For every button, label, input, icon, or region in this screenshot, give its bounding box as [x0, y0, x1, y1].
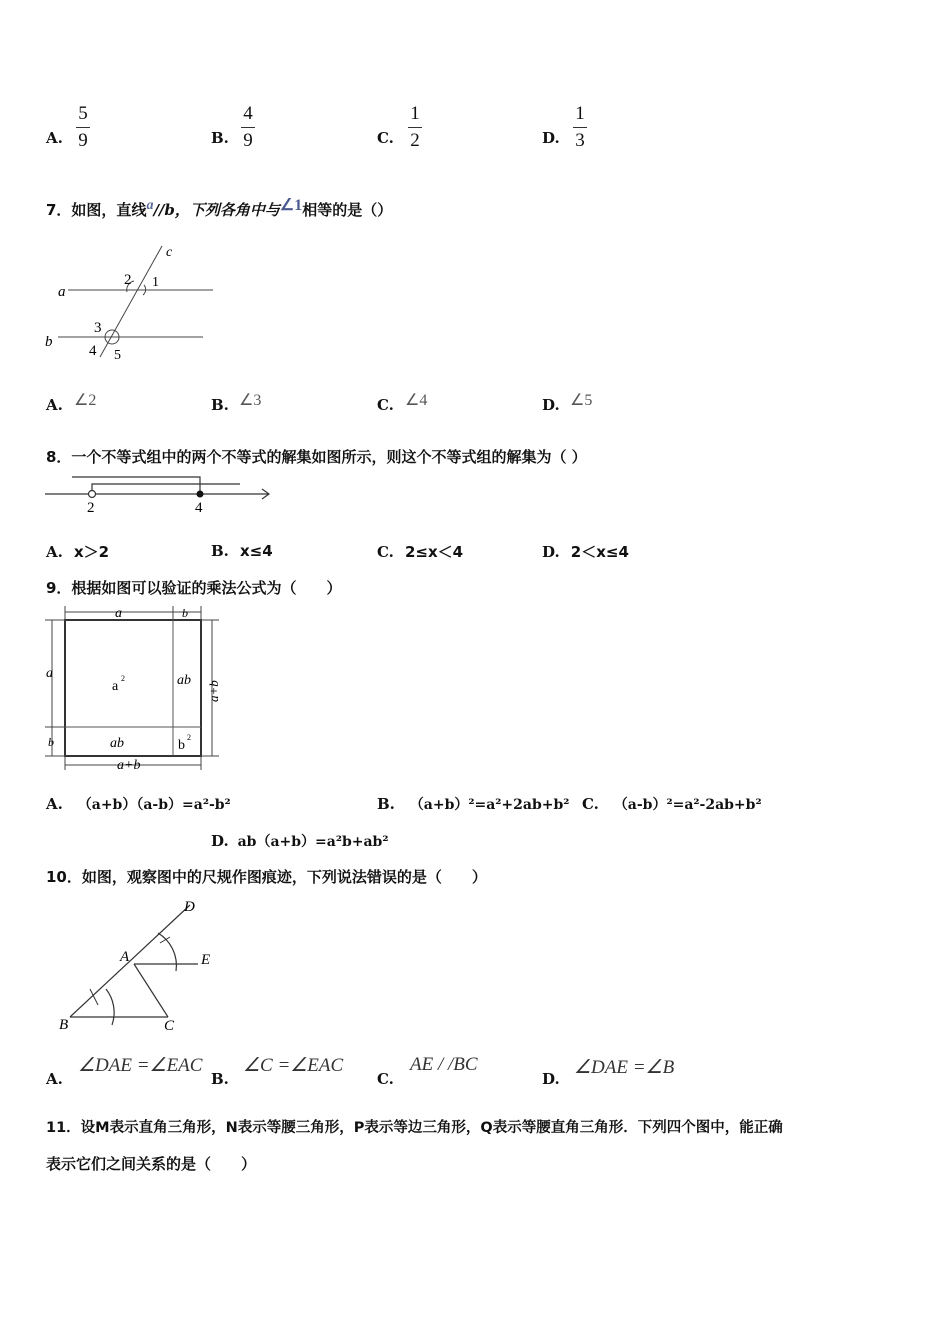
construction-arc: [106, 989, 114, 1025]
option-value: ∠DAE =∠B: [574, 1057, 675, 1078]
option-letter: D.: [542, 396, 560, 414]
q10-figure: [50, 893, 230, 1035]
label-b: b: [45, 334, 53, 350]
label-bottom: a+b: [117, 758, 141, 773]
label-D: D: [184, 899, 195, 915]
tick-2: 2: [87, 500, 95, 516]
option-letter: C.: [377, 129, 394, 147]
option-value: ∠DAE =∠EAC: [78, 1055, 203, 1076]
fraction: [573, 103, 587, 152]
fraction-bar: [76, 127, 90, 128]
numerator: 5: [78, 103, 88, 124]
denominator: 9: [243, 130, 253, 151]
label-A: A: [120, 949, 130, 965]
label-top-b: b: [182, 606, 188, 620]
fraction: [408, 103, 422, 152]
option-value: ab（a+b）=a²b+ab²: [237, 834, 389, 850]
label-3: 3: [94, 320, 102, 336]
option-letter: D.: [211, 832, 229, 850]
q9-figure: [42, 602, 227, 774]
option-letter: A.: [46, 1070, 63, 1088]
q7-stem: [46, 199, 392, 220]
option-value: ∠C =∠EAC: [243, 1055, 344, 1076]
label-top-a: a: [115, 606, 122, 621]
q7-stem-mid: //b，下列各角中与: [153, 201, 280, 219]
label-a-squared: a: [112, 679, 119, 694]
option-letter: A.: [46, 795, 63, 813]
q8-option-a[interactable]: [46, 541, 109, 562]
option-letter: C.: [377, 1070, 394, 1088]
label-exponent: 2: [187, 733, 191, 742]
option-value: （a-b）²=a²-2ab+b²: [613, 797, 762, 813]
fraction: [76, 103, 90, 152]
q7-figure: [40, 240, 225, 365]
segment-AC: [134, 964, 168, 1017]
label-2: 2: [124, 272, 132, 288]
fraction-bar: [408, 127, 422, 128]
q7-stem-angle: ∠1: [279, 197, 303, 214]
label-5: 5: [114, 348, 121, 363]
q7-stem-pre: 7．如图，直线: [46, 201, 147, 219]
denominator: 9: [78, 130, 88, 151]
label-c: c: [166, 245, 173, 260]
option-value: （a+b）²=a²+2ab+b²: [409, 797, 570, 813]
open-point: [89, 491, 96, 498]
option-letter: A.: [46, 129, 63, 147]
fraction-bar: [241, 127, 255, 128]
option-value: ∠5: [570, 392, 593, 409]
option-value: ∠3: [239, 392, 262, 409]
label-B: B: [59, 1017, 69, 1033]
outer-square: [65, 620, 201, 756]
q7-stem-a: a: [146, 198, 154, 213]
label-ab-bottom: ab: [110, 736, 124, 751]
denominator: 2: [410, 130, 420, 151]
option-value: x＞2: [73, 543, 110, 561]
label-E: E: [201, 952, 211, 968]
numerator: 1: [410, 103, 420, 124]
option-value: 2≤x＜4: [405, 543, 464, 561]
option-letter: D.: [542, 129, 560, 147]
option-letter: B.: [211, 1070, 229, 1088]
label-exponent: 2: [121, 674, 125, 683]
option-letter: D.: [542, 1070, 560, 1088]
label-left-b: b: [48, 735, 54, 749]
label-right: a+b: [206, 680, 221, 702]
numerator: 4: [243, 103, 253, 124]
q8-option-b[interactable]: [211, 541, 273, 560]
q8-number-line: [40, 474, 280, 518]
numerator: 1: [575, 103, 585, 124]
q9-option-c[interactable]: [582, 794, 762, 814]
option-letter: B.: [211, 396, 229, 414]
option-letter: C.: [377, 543, 394, 561]
label-a: a: [58, 284, 66, 300]
option-letter: A.: [46, 543, 63, 561]
label-C: C: [164, 1018, 175, 1034]
label-left-a: a: [46, 666, 53, 681]
q7-stem-post: 相等的是（）: [302, 201, 393, 219]
label-b-squared: b: [178, 738, 185, 753]
q10-stem: 10．如图，观察图中的尺规作图痕迹，下列说法错误的是（ ）: [46, 868, 487, 886]
option-value: ∠4: [405, 392, 428, 409]
label-1: 1: [152, 275, 159, 290]
option-value: ∠2: [74, 392, 97, 409]
ray-BD: [70, 905, 190, 1017]
option-letter: B.: [377, 795, 395, 813]
q9-option-b[interactable]: [377, 794, 569, 814]
q8-stem: 8．一个不等式组中的两个不等式的解集如图所示，则这个不等式组的解集为（ ）: [46, 448, 587, 466]
q8-option-c[interactable]: [377, 541, 463, 562]
q11-stem-line1: 11．设M表示直角三角形，N表示等腰三角形，P表示等边三角形，Q表示等腰直角三角形．下列四个图中，能正确: [46, 1120, 783, 1136]
option-value: AE / /BC: [410, 1054, 478, 1075]
option-letter: A.: [46, 396, 63, 414]
q9-stem: 9．根据如图可以验证的乘法公式为（ ）: [46, 579, 342, 597]
q11-stem-line2: 表示它们之间关系的是（ ）: [46, 1155, 257, 1173]
option-letter: B.: [211, 129, 229, 147]
fraction: [241, 103, 255, 152]
fraction-bar: [573, 127, 587, 128]
option-letter: C.: [377, 396, 394, 414]
q8-option-d[interactable]: [542, 541, 629, 562]
q9-option-d[interactable]: [211, 831, 388, 851]
denominator: 3: [575, 130, 585, 151]
label-4: 4: [89, 343, 97, 359]
line-c: [100, 246, 162, 357]
label-ab-right: ab: [177, 673, 191, 688]
tick-4: 4: [195, 500, 203, 516]
option-value: （a+b）（a-b）=a²-b²: [77, 797, 231, 813]
option-value: 2＜x≤4: [570, 543, 629, 561]
option-letter: B.: [211, 542, 229, 560]
closed-point: [197, 491, 204, 498]
range-bracket: [92, 484, 240, 494]
q9-option-a[interactable]: [46, 794, 231, 814]
option-letter: C.: [582, 795, 599, 813]
option-value: x≤4: [240, 542, 273, 560]
option-letter: D.: [542, 543, 560, 561]
